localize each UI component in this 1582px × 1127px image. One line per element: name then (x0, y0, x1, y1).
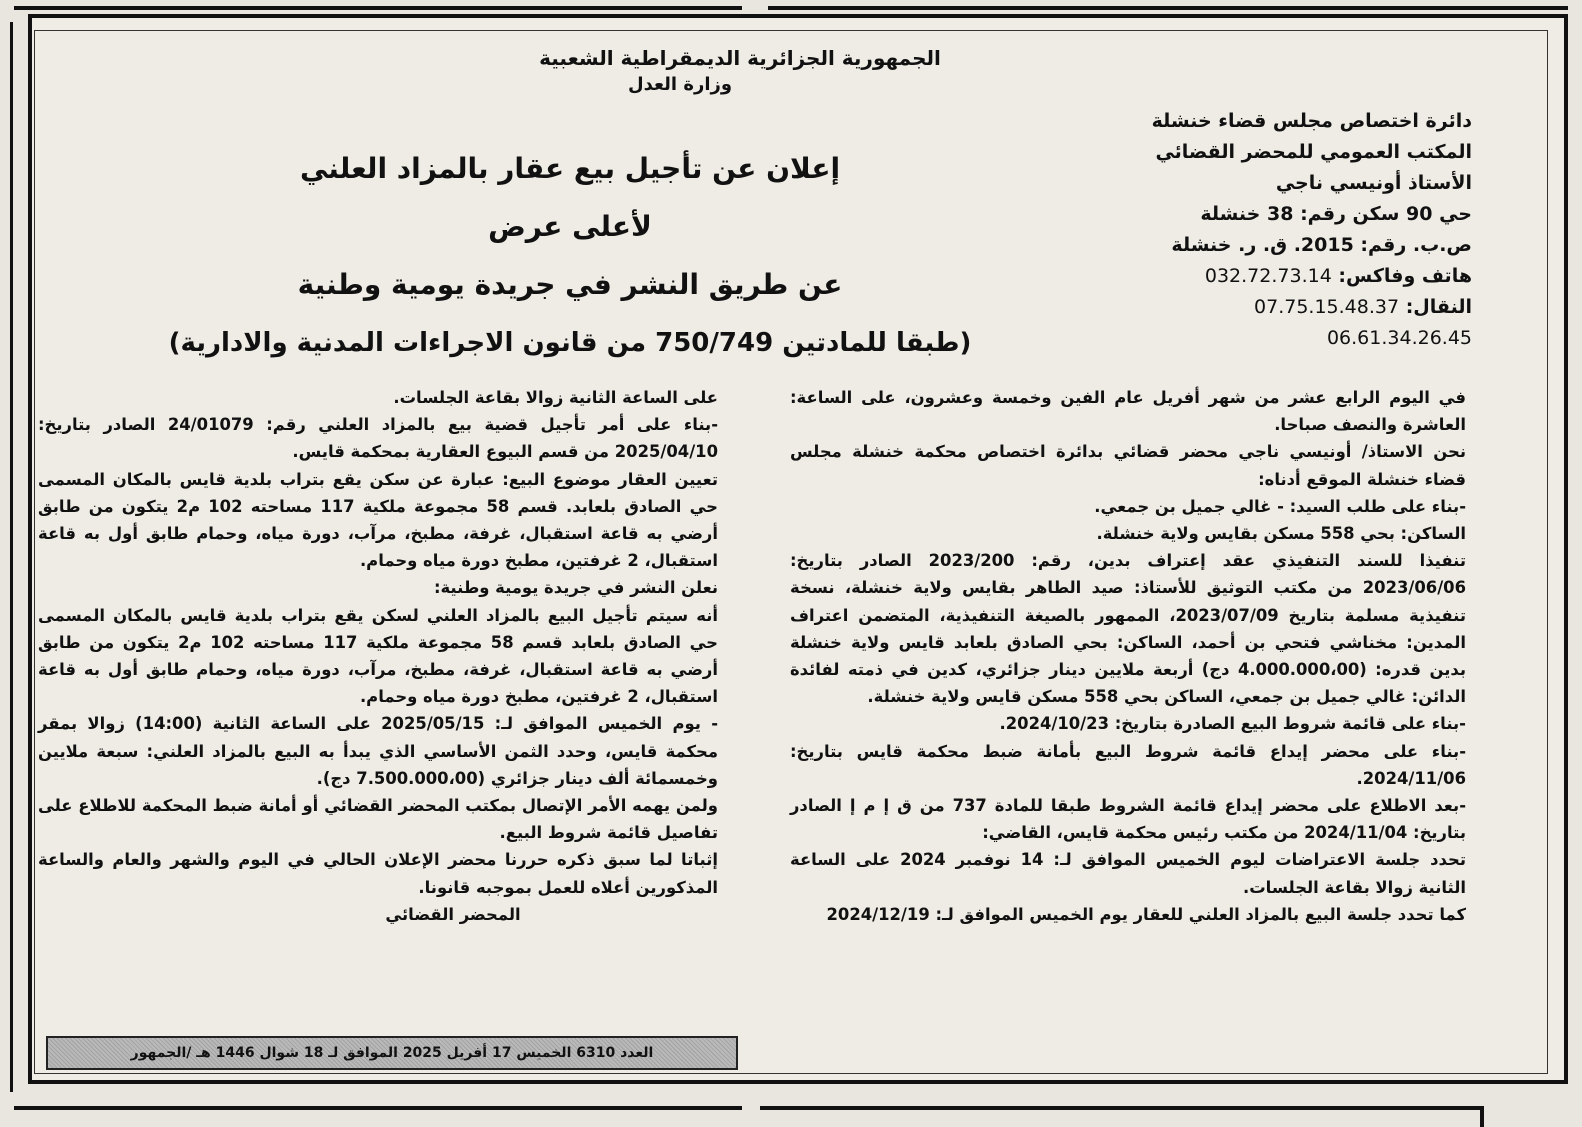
paragraph: -بناء على محضر إيداع قائمة شروط البيع بأمانة ضبط محكمة قايس بتاريخ: 2024/11/06. (790, 741, 1466, 788)
sale-date-and-price: - يوم الخميس الموافق لـ: 2025/05/15 على الساعة الثانية (14:00) زوالا بمقر محكمة قايس، وحدد الثمن الأساسي الذي يبدأ به البيع بالمزاد العلني: سبعة ملايين وخمسمائة ألف دينار جزائري (7.500.000،00 دج). (38, 714, 719, 788)
paragraph: -بناء على طلب السيد: - غالي جميل بن جمعي. (1094, 496, 1466, 516)
signature-title: المحضر القضائي (385, 904, 521, 924)
section-heading: تعيين العقار موضوع البيع: (502, 469, 718, 489)
paragraph: -بعد الاطلاع على محضر إيداع قائمة الشروط طبقا للمادة 737 من ق إ م إ الصادر بتاريخ: 2024/11/04 من مكتب رئيس محكمة قايس، القاضي: (790, 796, 1466, 843)
bailiff-name: الأستاذ أونيسي ناجي (1275, 172, 1472, 194)
announcement-subtitle: لأعلى عرض (488, 210, 652, 243)
government-header (430, 44, 1050, 98)
paragraph: تنفيذا للسند التنفيذي عقد إعتراف بدين، رقم: 2023/200 الصادر بتاريخ: 2023/06/06 من مكتب التوثيق للأستاذ: صيد الطاهر بقايس ولاية خنشلة، نسخة تنفيذية مسلمة بتاريخ 2023/07/09، الممهور بالصيغة التنفيذية، المتضمن اعتراف المدين: مخناشي فتحي بن أحمد، الساكن: بحي الصادق بلعابد قايس ولاية خنشلة بدين قدره: (4.000.000،00 دج) أربعة ملايين دينار جزائري، كدين في ذمته لفائدة الدائن: غالي جميل بن جمعي، الساكن بحي 558 مسكن قايس ولاية خنشلة. (790, 551, 1466, 707)
office-mobile: النقال: 07.75.15.48.37 (1254, 296, 1472, 318)
adjacent-page-border-top-right (768, 0, 1568, 10)
office-phone: هاتف وفاكس: 032.72.73.14 (1204, 265, 1472, 287)
paragraph: الساكن: بحي 558 مسكن بقايس ولاية خنشلة. (1096, 524, 1466, 544)
office-jurisdiction: دائرة اختصاص مجلس قضاء خنشلة (1151, 110, 1472, 132)
paragraph: إثباتا لما سبق ذكره حررنا محضر الإعلان الحالي في اليوم والشهر والعام والساعة المذكورين أعلاه للعمل بموجبه قانونا. (38, 850, 718, 897)
announcement-publication-note: عن طريق النشر في جريدة يومية وطنية (297, 268, 843, 301)
paragraph: على الساعة الثانية زوالا بقاعة الجلسات. (393, 388, 718, 407)
office-mobile-2: 06.61.34.26.45 (1326, 327, 1472, 349)
announcement-legal-basis: (طبقا للمادتين 750/749 من قانون الاجراءات المدنية والادارية) (168, 328, 972, 358)
notice-body-left-column (38, 384, 718, 928)
notice-body-right-column (790, 384, 1466, 928)
paragraph: -بناء على أمر تأجيل قضية بيع بالمزاد العلني رقم: 24/01079 الصادر بتاريخ: 2025/04/10 من قسم البيوع العقارية بمحكمة قايس. (38, 415, 718, 462)
adjacent-page-border-bottom-left (14, 1106, 742, 1127)
announcement-title: إعلان عن تأجيل بيع عقار بالمزاد العلني (299, 152, 841, 185)
bailiff-office-block (1060, 106, 1472, 354)
issue-footer (46, 1036, 738, 1070)
paragraph: في اليوم الرابع عشر من شهر أفريل عام الفين وخمسة وعشرون، على الساعة: العاشرة والنصف صباحا. (790, 388, 1466, 435)
announcement-title-block (120, 140, 1020, 372)
base-price: وحدد الثمن الأساسي الذي يبدأ به البيع بالمزاد العلني: سبعة ملايين وخمسمائة ألف دينار جزائري (7.500.000،00 دج). (38, 741, 718, 788)
adjacent-page-border-top-left (14, 0, 742, 10)
section-heading: نعلن النشر في جريدة يومية وطنية: (433, 578, 718, 598)
adjacent-page-border-bottom-right (760, 1106, 1484, 1127)
office-name: المكتب العمومي للمحضر القضائي (1155, 141, 1472, 163)
adjacent-page-border-left (0, 22, 13, 1092)
property-description: تعيين العقار موضوع البيع: عبارة عن سكن يقع بتراب بلدية قايس بالمكان المسمى حي الصادق بلعابد. قسم 58 مجموعة ملكية 117 مساحته 102 م2 يتكون من طابق أرضي به قاعة استقبال، غرفة، مطبخ، مرآب، دورة مياه، وحمام طابق أول به قاعة استقبال، 2 غرفتين، مطبخ دورة مياه وحمام. (38, 469, 718, 571)
republic-name: الجمهورية الجزائرية الديمقراطية الشعبية (539, 46, 941, 70)
office-address: حي 90 سكن رقم: 38 خنشلة (1200, 203, 1472, 225)
paragraph: أنه سيتم تأجيل البيع بالمزاد العلني لسكن يقع بتراب بلدية قايس بالمكان المسمى حي الصادق بلعابد قسم 58 مجموعة ملكية 117 مساحته 102 م2 يتكون من طابق أرضي به قاعة استقبال، غرفة، مطبخ، مرآب، دورة مياه، وحمام طابق أول به قاعة استقبال، 2 غرفتين، مطبخ دورة مياه وحمام. (38, 605, 718, 707)
paragraph: ولمن يهمه الأمر الإتصال بمكتب المحضر القضائي أو أمانة ضبط المحكمة للاطلاع على تفاصيل قائمة شروط البيع. (38, 796, 718, 843)
office-po-box: ص.ب. رقم: 2015. ق. ر. خنشلة (1171, 234, 1472, 256)
paragraph: تحدد جلسة الاعتراضات ليوم الخميس الموافق لـ: 14 نوفمبر 2024 على الساعة الثانية زوالا بقاعة الجلسات. (790, 850, 1466, 897)
paragraph: نحن الاستاذ/ أونيسي ناجي محضر قضائي بدائرة اختصاص محكمة خنشلة مجلس قضاء خنشلة الموقع أدناه: (790, 442, 1466, 489)
paragraph: -بناء على قائمة شروط البيع الصادرة بتاريخ: 2024/10/23. (999, 714, 1466, 734)
ministry-name: وزارة العدل (627, 74, 733, 95)
paragraph: كما تحدد جلسة البيع بالمزاد العلني للعقار يوم الخميس الموافق لـ: 2024/12/19 (826, 904, 1466, 924)
issue-info: العدد 6310 الخميس 17 أفريل 2025 الموافق لـ 18 شوال 1446 هـ /الجمهور (130, 1045, 654, 1061)
